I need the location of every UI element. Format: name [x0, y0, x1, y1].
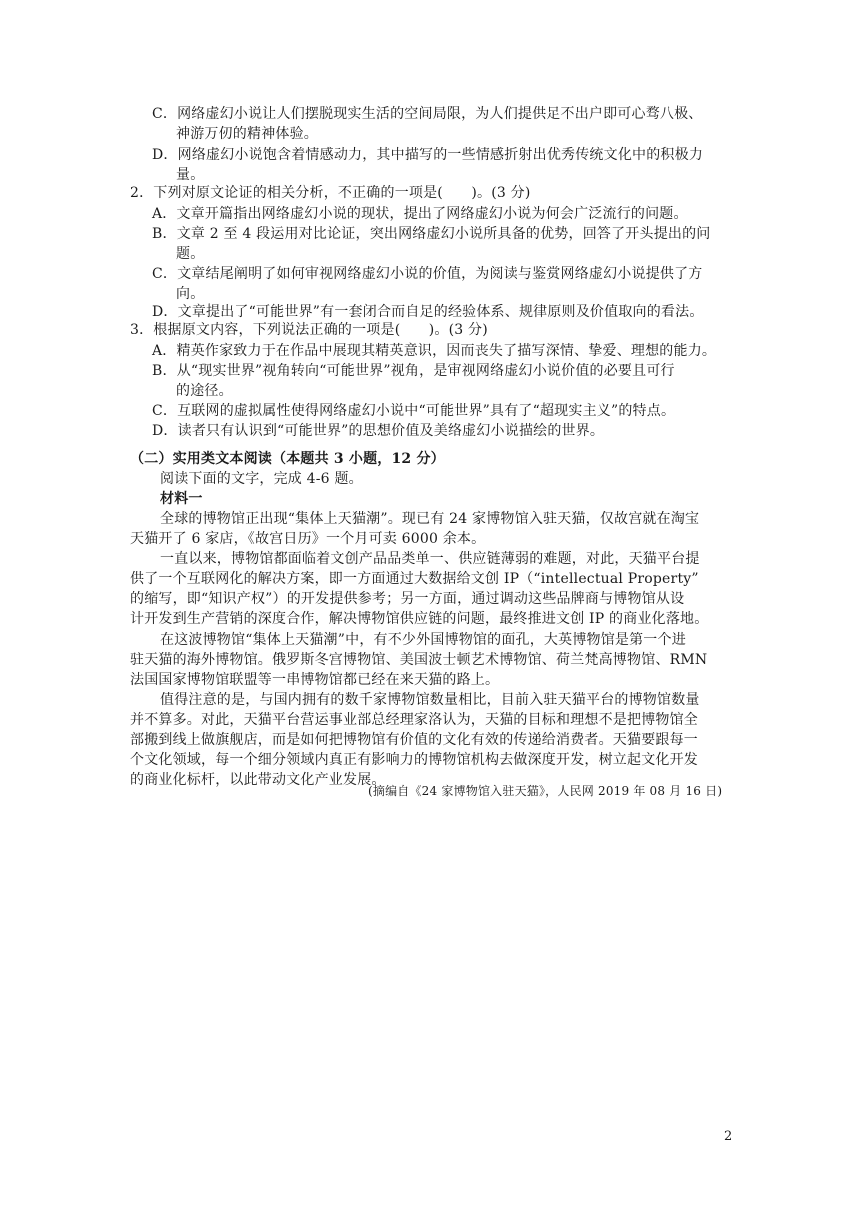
q3-option-d: D．读者只有认识到“可能世界”的思想价值及美络虚幻小说描绘的世界。: [152, 423, 605, 439]
q3-option-b-line2: 的途径。: [176, 383, 233, 399]
p4-line1: 值得注意的是，与国内拥有的数千家博物馆数量相比，目前入驻天猫平台的博物馆数量: [160, 692, 700, 708]
p3-line1: 在这波博物馆“集体上天猫潮”中，有不少外国博物馆的面孔，大英博物馆是第一个进: [160, 632, 686, 648]
source-citation: (摘编自《24 家博物馆入驻天猫》，人民网 2019 年 08 月 16 日): [368, 784, 723, 798]
q2-option-c-line1: C．文章结尾阐明了如何审视网络虚幻小说的价值，为阅读与鉴赏网络虚幻小说提供了方: [152, 266, 703, 282]
p4-line4: 个文化领域，每一个细分领域内真正有影响力的博物馆机构去做深度开发，树立起文化开发: [130, 752, 698, 768]
p4-line3: 部搬到线上做旗舰店，而是如何把博物馆有价值的文化有效的传递给消费者。天猫要跟每一: [130, 732, 698, 748]
q3-option-a: A．精英作家致力于在作品中展现其精英意识，因而丧失了描写深情、挚爱、理想的能力。: [152, 343, 717, 359]
section2-instruction: 阅读下面的文字，完成 4-6 题。: [160, 471, 363, 487]
q1-option-d-line2: 量。: [176, 167, 205, 183]
p4-line5: 的商业化标杆，以此带动文化产业发展。: [130, 772, 386, 788]
q2-option-d: D．文章提出了“可能世界”有一套闭合而自足的经验体系、规律原则及价值取向的看法。: [152, 304, 704, 320]
q1-option-c-line1: C．网络虚幻小说让人们摆脱现实生活的空间局限，为人们提供足不出户即可心骛八极、: [152, 106, 703, 122]
material-one-title: 材料一: [160, 491, 203, 507]
q3-stem: 3．根据原文内容，下列说法正确的一项是( )。(3 分): [130, 322, 488, 338]
q2-stem: 2．下列对原文论证的相关分析，不正确的一项是( )。(3 分): [130, 185, 531, 201]
q2-option-b-line2: 题。: [176, 246, 205, 262]
p2-line4: 计开发到生产营销的深度合作，解决博物馆供应链的问题，最终推进文创 IP 的商业化落地。: [130, 611, 709, 627]
section2-heading: （二）实用类文本阅读（本题共 3 小题，12 分）: [130, 451, 445, 467]
q3-option-b-line1: B．从“现实世界”视角转向“可能世界”视角，是审视网络虚幻小说价值的必要且可行: [152, 363, 675, 379]
q3-option-c: C．互联网的虚拟属性使得网络虚幻小说中“可能世界”具有了“超现实主义”的特点。: [152, 403, 676, 419]
q2-option-a: A．文章开篇指出网络虚幻小说的现状，提出了网络虚幻小说为何会广泛流行的问题。: [152, 206, 688, 222]
p2-line1: 一直以来，博物馆都面临着文创产品品类单一、供应链薄弱的难题，对此，天猫平台提: [160, 551, 700, 567]
p3-line3: 法国国家博物馆联盟等一串博物馆都已经在来天猫的路上。: [130, 672, 500, 688]
p2-line3: 的缩写，即“知识产权”）的开发提供参考；另一方面，通过调动这些品牌商与博物馆从设: [130, 591, 685, 607]
q2-option-c-line2: 向。: [176, 286, 205, 302]
q2-option-b-line1: B．文章 2 至 4 段运用对比论证，突出网络虚幻小说所具备的优势，回答了开头提出的问: [152, 226, 711, 242]
p3-line2: 驻天猫的海外博物馆。俄罗斯冬宫博物馆、美国波士顿艺术博物馆、荷兰梵高博物馆、RMN: [130, 652, 708, 668]
q1-option-d-line1: D．网络虚幻小说饱含着情感动力，其中描写的一些情感折射出优秀传统文化中的积极力: [152, 147, 704, 163]
p1-line2: 天猫开了 6 家店，《故宫日历》一个月可卖 6000 余本。: [130, 531, 486, 547]
q1-option-c-line2: 神游万仞的精神体验。: [176, 126, 318, 142]
p2-line2: 供了一个互联网化的解决方案，即一方面通过大数据给文创 IP（“intellectual Property”: [130, 571, 699, 587]
page-number: 2: [724, 1129, 733, 1144]
p1-line1: 全球的博物馆正出现“集体上天猫潮”。现已有 24 家博物馆入驻天猫，仅故宫就在淘宝: [160, 511, 700, 527]
p4-line2: 并不算多。对此，天猫平台营运事业部总经理家洛认为，天猫的目标和理想不是把博物馆全: [130, 712, 698, 728]
